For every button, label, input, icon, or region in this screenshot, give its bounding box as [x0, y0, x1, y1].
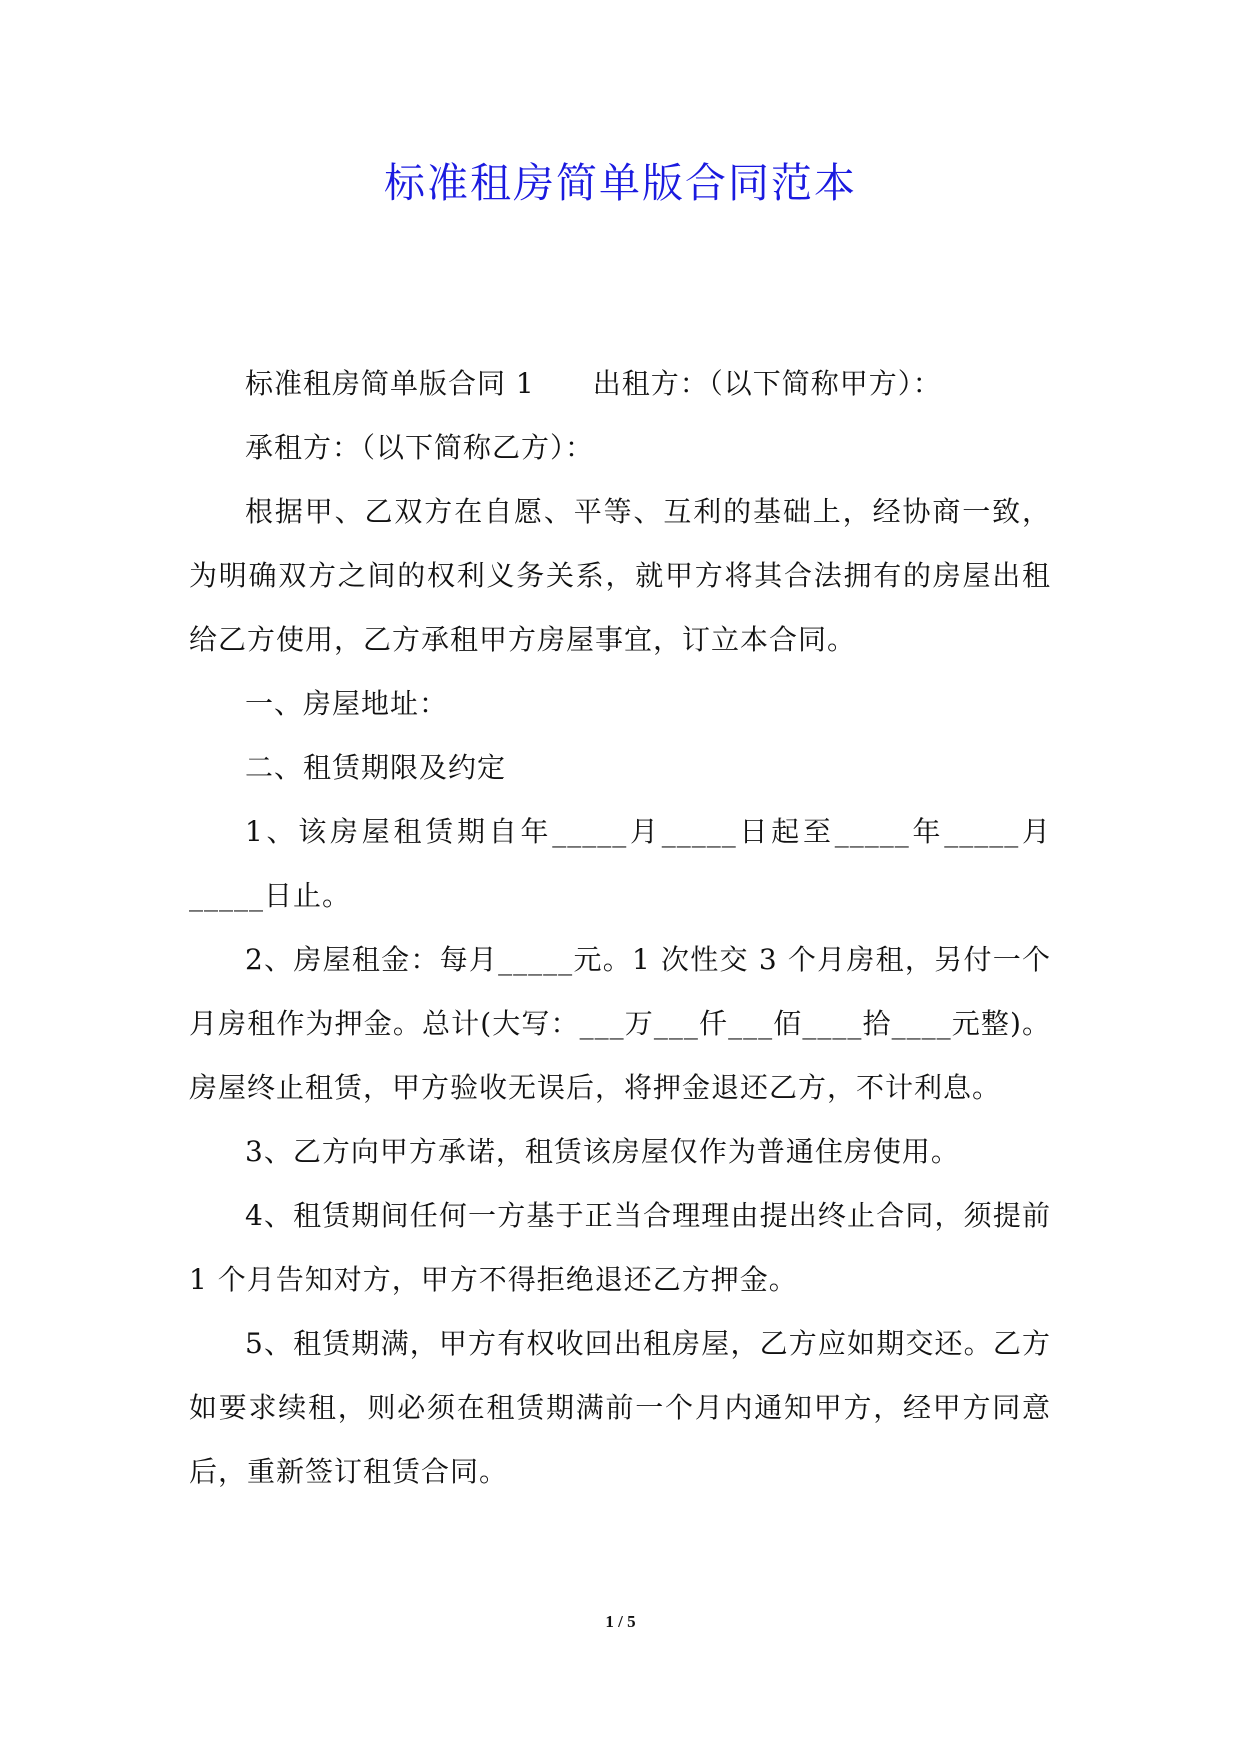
clause-3: 3、乙方向甲方承诺，租赁该房屋仅作为普通住房使用。	[245, 1135, 960, 1168]
intro-line	[189, 352, 1051, 416]
intro-label: 标准租房简单版合同 1	[245, 367, 535, 400]
paragraph-preamble: 根据甲、乙双方在自愿、平等、互利的基础上，经协商一致，为明确双方之间的权利义务关系，就甲方将其合法拥有的房屋出租给乙方使用，乙方承租甲方房屋事宜，订立本合同。	[189, 495, 1051, 656]
section-address: 一、房屋地址：	[245, 687, 449, 720]
lessor-line: 出租方：（以下简称甲方）：	[592, 367, 942, 400]
section-term: 二、租赁期限及约定	[245, 751, 507, 784]
clause-4: 4、租赁期间任何一方基于正当合理理由提出终止合同，须提前 1 个月告知对方，甲方不得拒绝退还乙方押金。	[189, 1199, 1051, 1296]
clause-2: 2、房屋租金：每月_____元。1 次性交 3 个月房租，另付一个月房租作为押金。总计(大写：___万___仟___佰____拾____元整)。房屋终止租赁，甲方验收无误后，将押金退还乙方，不计利息。	[189, 943, 1051, 1104]
document-title: 标准租房简单版合同范本	[384, 159, 857, 207]
clause-5: 5、租赁期满，甲方有权收回出租房屋，乙方应如期交还。乙方如要求续租，则必须在租赁期满前一个月内通知甲方，经甲方同意后，重新签订租赁合同。	[189, 1327, 1051, 1488]
lessee-line: 承租方：（以下简称乙方）：	[245, 431, 595, 464]
contract-body	[189, 352, 1051, 1504]
clause-1: 1、该房屋租赁期自年_____月_____日起至_____年_____月_____日止。	[189, 815, 1051, 912]
page-number: 1 / 5	[605, 1612, 636, 1631]
